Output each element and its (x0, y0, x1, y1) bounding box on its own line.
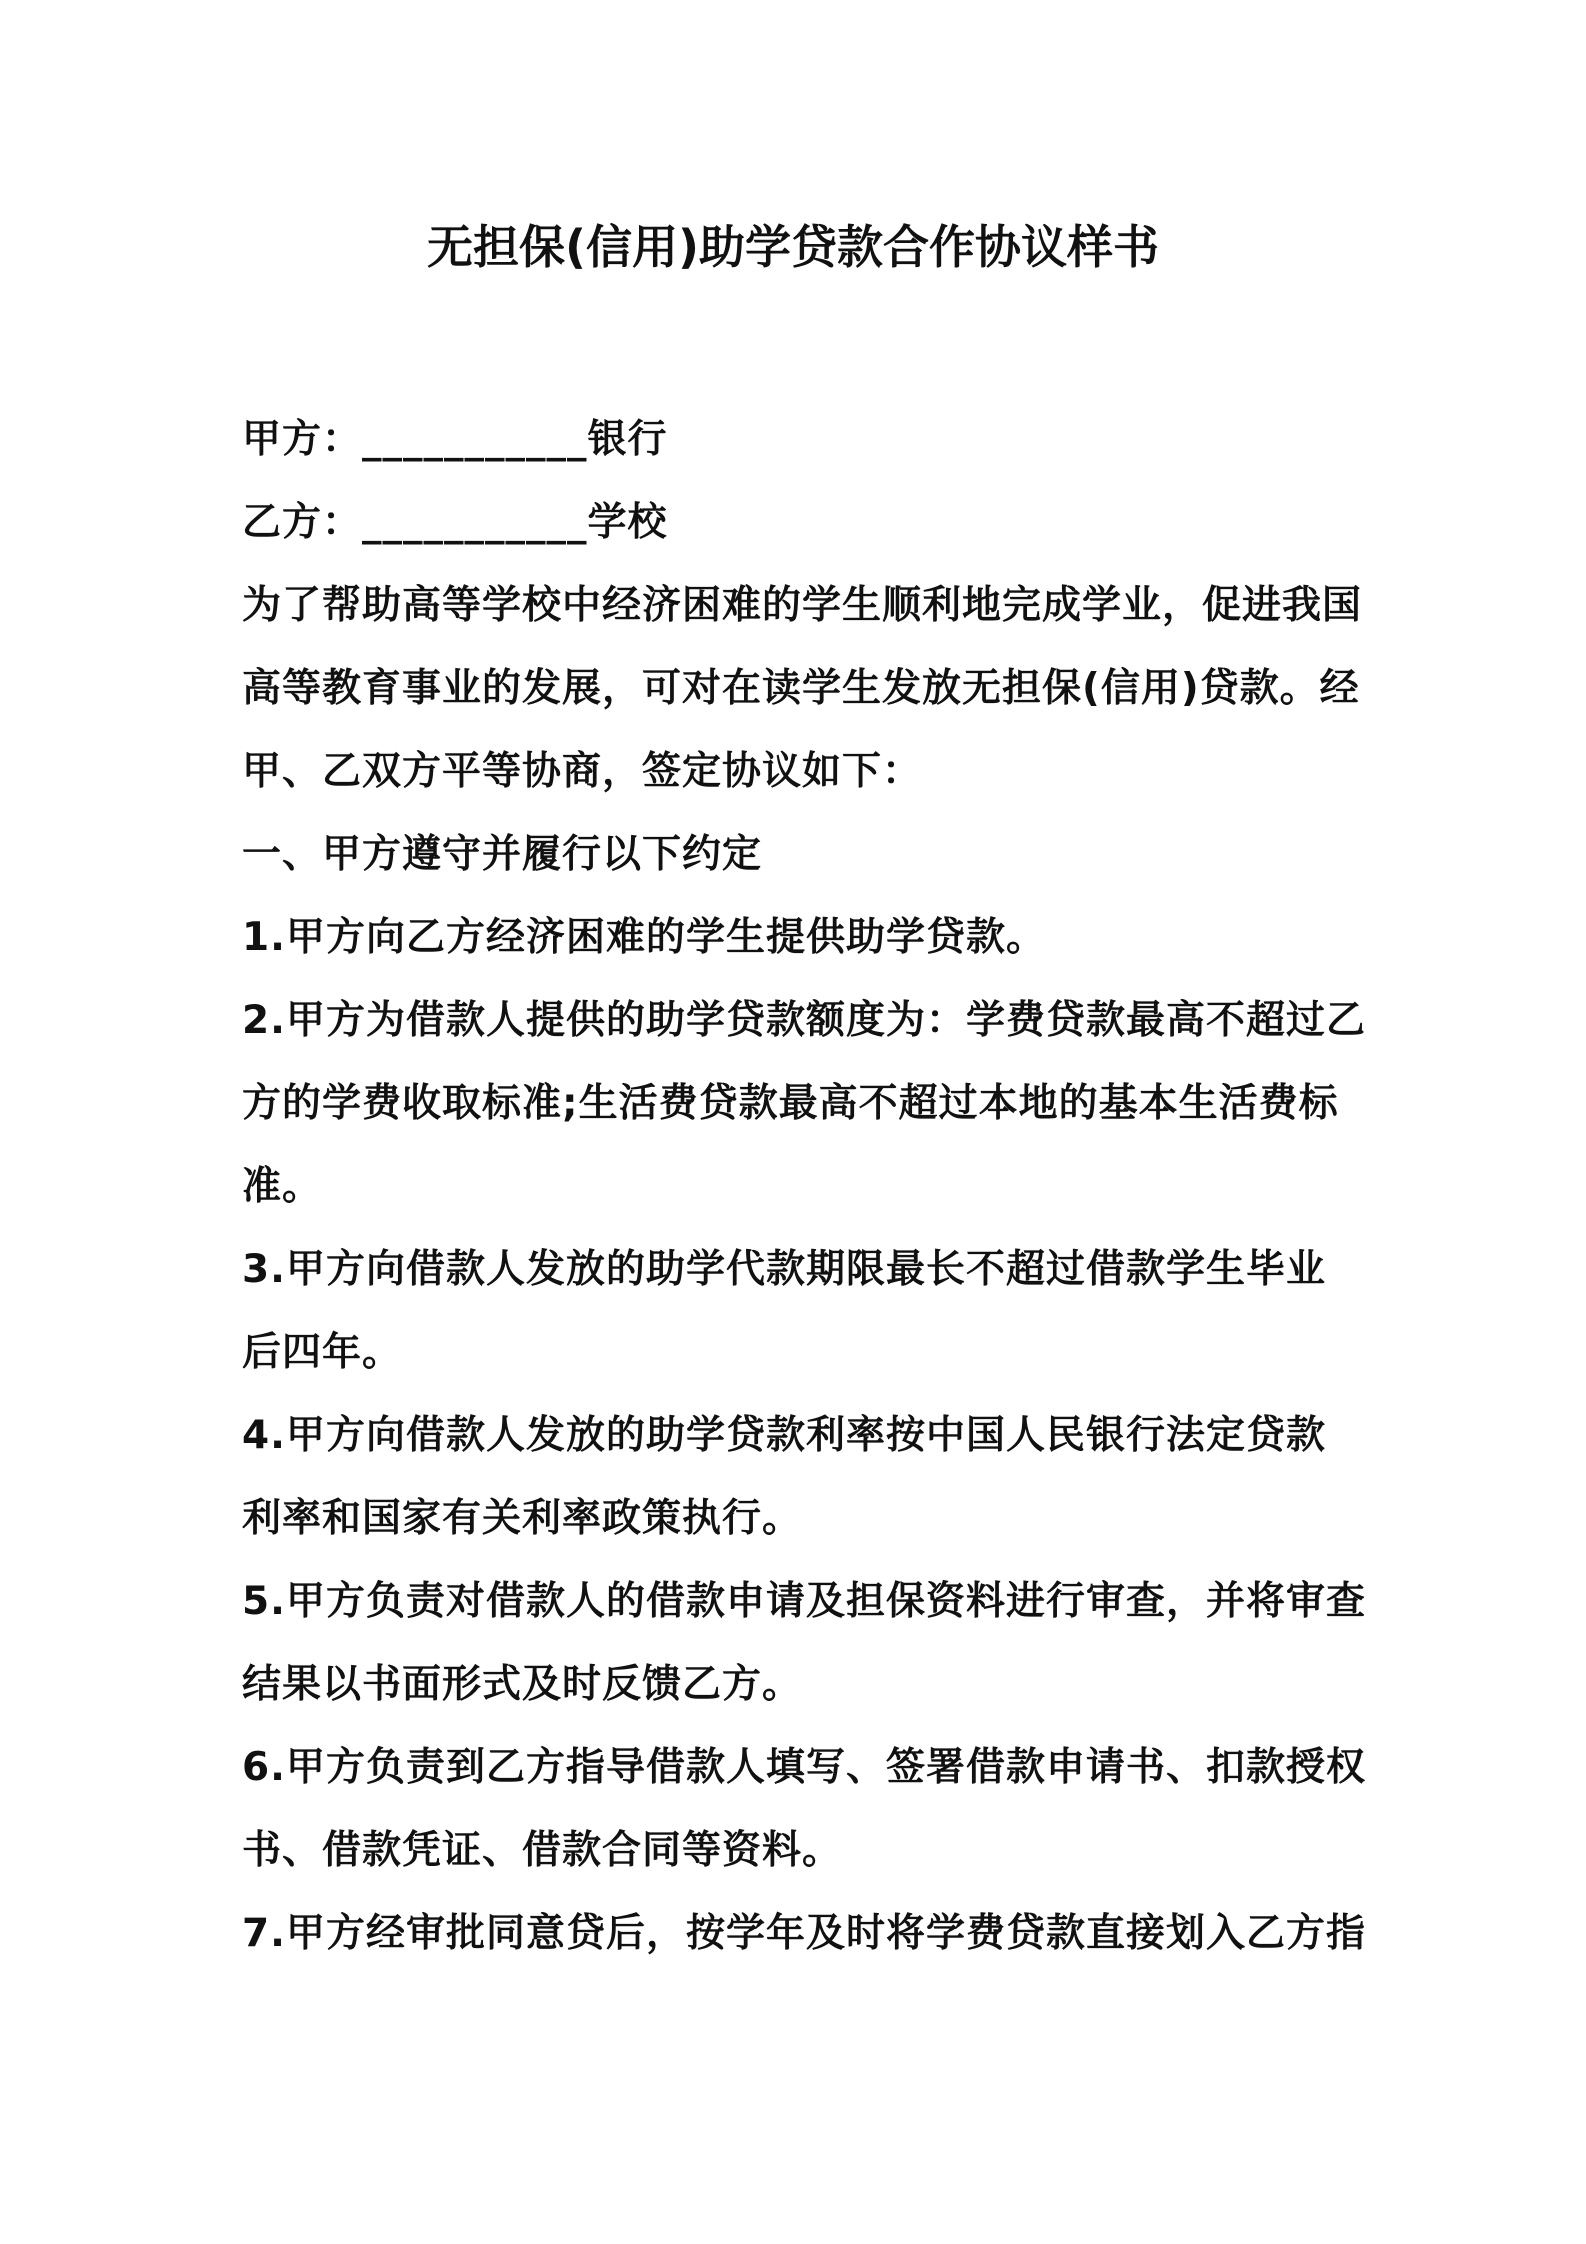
clause-line: 4.甲方向借款人发放的助学贷款利率按中国人民银行法定贷款 (242, 1413, 1326, 1458)
body-line: 甲、乙双方平等协商，签定协议如下： (242, 749, 923, 794)
clause-line: 结果以书面形式及时反馈乙方。 (242, 1662, 803, 1707)
clause-line: 5.甲方负责对借款人的借款申请及担保资料进行审查，并将审查 (242, 1579, 1366, 1624)
body-line: 为了帮助高等学校中经济困难的学生顺利地完成学业，促进我国 (242, 583, 1363, 628)
clause-line: 3.甲方向借款人发放的助学代款期限最长不超过借款学生毕业 (242, 1247, 1326, 1292)
document-body (242, 398, 1366, 1975)
party-a-label: 甲方： (242, 417, 363, 462)
party-a-line (242, 398, 1350, 481)
clause-line: 2.甲方为借款人提供的助学贷款额度为：学费贷款最高不超过乙 (242, 998, 1366, 1043)
clause-line: 书、借款凭证、借款合同等资料。 (242, 1828, 843, 1873)
section-heading: 一、甲方遵守并履行以下约定 (242, 832, 763, 877)
party-b-blank: ___________ (362, 500, 588, 545)
party-b-line (242, 481, 1350, 564)
party-b-suffix: 学校 (587, 500, 668, 545)
document-title: 无担保(信用)助学贷款合作协议样书 (426, 220, 1160, 274)
clause-line: 7.甲方经审批同意贷后，按学年及时将学费贷款直接划入乙方指 (242, 1911, 1366, 1956)
clause-line: 1.甲方向乙方经济困难的学生提供助学贷款。 (242, 915, 1046, 960)
clause-line: 准。 (242, 1164, 323, 1209)
party-a-blank: ___________ (362, 417, 588, 462)
clause-line: 6.甲方负责到乙方指导借款人填写、签署借款申请书、扣款授权 (242, 1745, 1366, 1790)
body-line: 高等教育事业的发展，可对在读学生发放无担保(信用)贷款。经 (242, 666, 1360, 711)
clause-line: 方的学费收取标准;生活费贷款最高不超过本地的基本生活费标 (242, 1081, 1339, 1126)
party-b-label: 乙方： (242, 500, 363, 545)
clause-line: 利率和国家有关利率政策执行。 (242, 1496, 803, 1541)
clause-line: 后四年。 (242, 1330, 403, 1375)
party-a-suffix: 银行 (587, 417, 668, 462)
